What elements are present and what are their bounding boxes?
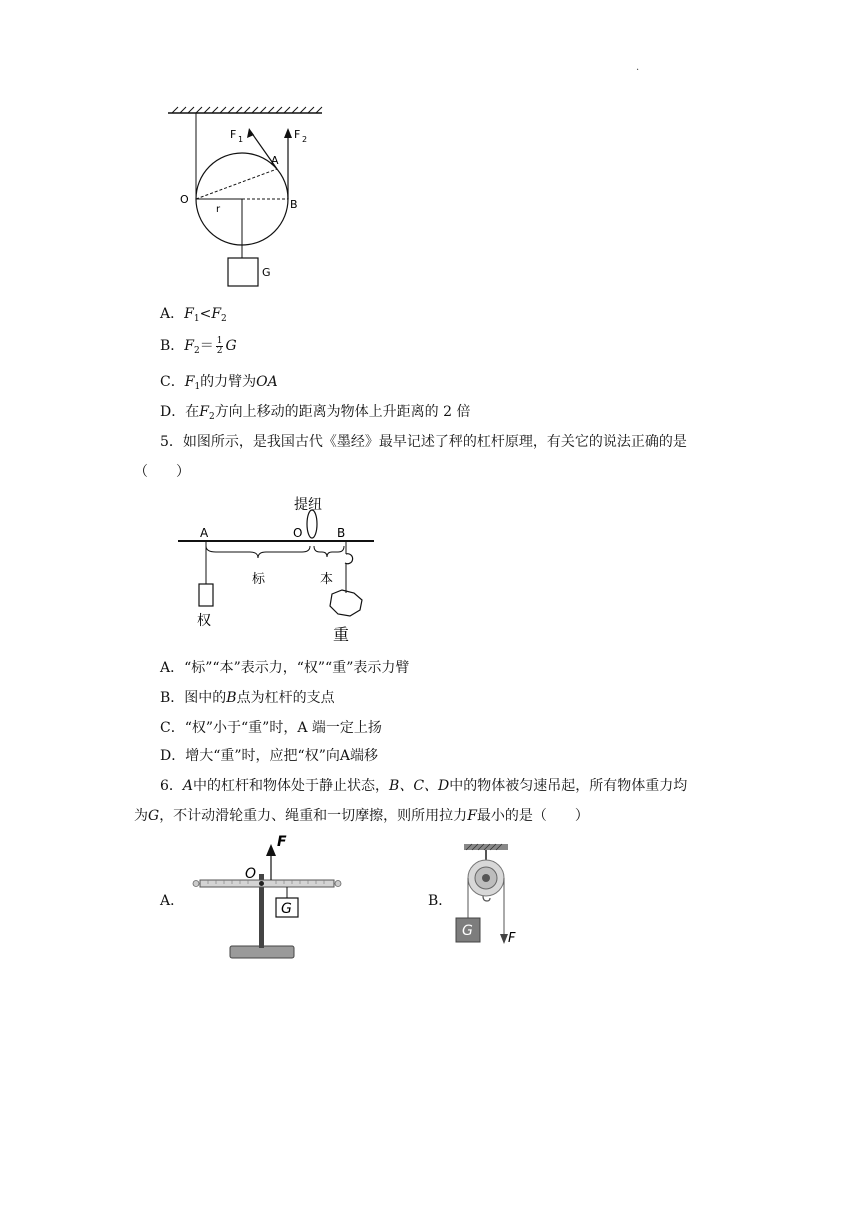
fraction [216, 337, 224, 356]
point-symbol: B [226, 690, 237, 706]
force-symbol: F [184, 306, 194, 322]
option-prefix: B． [160, 338, 185, 354]
q5-answer-paren: （ ） [134, 464, 190, 480]
option-text: 点为杠杆的支点 [236, 690, 335, 706]
fraction-numerator: 1 [216, 335, 223, 346]
point-o-label: O [293, 526, 303, 540]
q6-stem-line1 [160, 776, 687, 796]
f1-sub-label: 1 [238, 135, 244, 144]
stem-text: ，不计动滑轮重力、绳重和一切摩擦，则所用拉力 [159, 808, 468, 824]
f2-sub-label: 2 [302, 135, 308, 144]
q4-option-a[interactable] [160, 304, 227, 329]
weight-label: G [262, 266, 271, 279]
radius-label: r [216, 204, 221, 215]
stem-text: 为 [134, 808, 148, 824]
q6-option-a-label[interactable]: A． [160, 893, 185, 909]
force-symbol: F [184, 374, 195, 390]
q5-stem: 5．如图所示，是我国古代《墨经》最早记述了秤的杠杆原理，有关它的说法正确的是 [160, 434, 687, 450]
quan-label: 权 [197, 613, 211, 629]
force-symbol: F [211, 306, 222, 322]
option-symbol: A [182, 778, 194, 794]
subscript: 2 [194, 346, 200, 356]
equals-sign: ＝ [199, 338, 214, 354]
weight-symbol: G [148, 808, 160, 824]
option-prefix: A． [160, 306, 185, 322]
lever-stand-figure [192, 834, 348, 962]
point-o-label: O [180, 193, 189, 206]
subscript: 2 [221, 314, 227, 324]
weight-symbol: G [225, 338, 237, 354]
subscript: 1 [194, 382, 201, 392]
zhong-label: 重 [333, 625, 350, 642]
force-symbol: F [199, 404, 209, 420]
operator: < [199, 306, 212, 322]
option-prefix: C． [160, 374, 185, 390]
corner-mark: . [636, 62, 640, 73]
q4-option-b[interactable] [160, 336, 237, 361]
point-a-label: A [200, 526, 209, 540]
subscript: 1 [193, 314, 200, 324]
force-f-label: F [508, 931, 516, 946]
force-symbol: F [467, 808, 477, 824]
q5-option-a[interactable]: A．“标”“本”表示力，“权”“重”表示力臂 [160, 660, 410, 676]
q5-option-d[interactable]: D．增大“重”时，应把“权”向A端移 [160, 748, 378, 764]
segment-symbol: OA [256, 374, 278, 390]
force-f-label: F [277, 834, 287, 850]
q4-option-c[interactable] [160, 372, 278, 397]
steelyard-figure [176, 490, 376, 642]
fraction-denominator: 2 [216, 345, 223, 356]
option-text: 方向上移动的距离为物体上升距离的 2 倍 [214, 404, 471, 420]
subscript: 2 [208, 412, 215, 422]
lifting-cord-label: 提纽 [294, 497, 322, 513]
option-text: 的力臂为 [200, 374, 257, 390]
q6-option-b-label[interactable]: B． [428, 893, 453, 909]
fixed-pulley-figure [448, 838, 538, 954]
weight-g-label: G [281, 901, 292, 917]
pulley-lever-figure [160, 104, 330, 294]
f1-label: F [230, 128, 237, 141]
q5-option-b[interactable] [160, 688, 335, 708]
biao-label: 标 [252, 572, 266, 587]
option-prefix: D．在 [160, 404, 200, 420]
point-b-label: B [290, 198, 298, 211]
stem-text: 最小的是（ ） [476, 808, 589, 824]
point-b-label: B [337, 526, 346, 540]
q5-option-c[interactable]: C．“权”小于“重”时，A 端一定上扬 [160, 720, 382, 736]
question-number: 6． [160, 778, 183, 794]
ben-label: 本 [320, 572, 334, 587]
fulcrum-o-label: O [245, 866, 257, 882]
force-symbol: F [184, 338, 195, 354]
stem-text: 中的物体被匀速吊起，所有物体重力均 [449, 778, 688, 794]
option-symbols: B、C、D [389, 778, 450, 794]
q6-stem-line2 [134, 806, 589, 826]
point-a-label: A [271, 154, 279, 167]
q4-option-d[interactable] [160, 402, 471, 427]
weight-g-label: G [462, 923, 473, 939]
stem-text: 中的杠杆和物体处于静止状态， [193, 778, 390, 794]
f2-label: F [294, 128, 301, 141]
option-prefix: B．图中的 [160, 690, 227, 706]
